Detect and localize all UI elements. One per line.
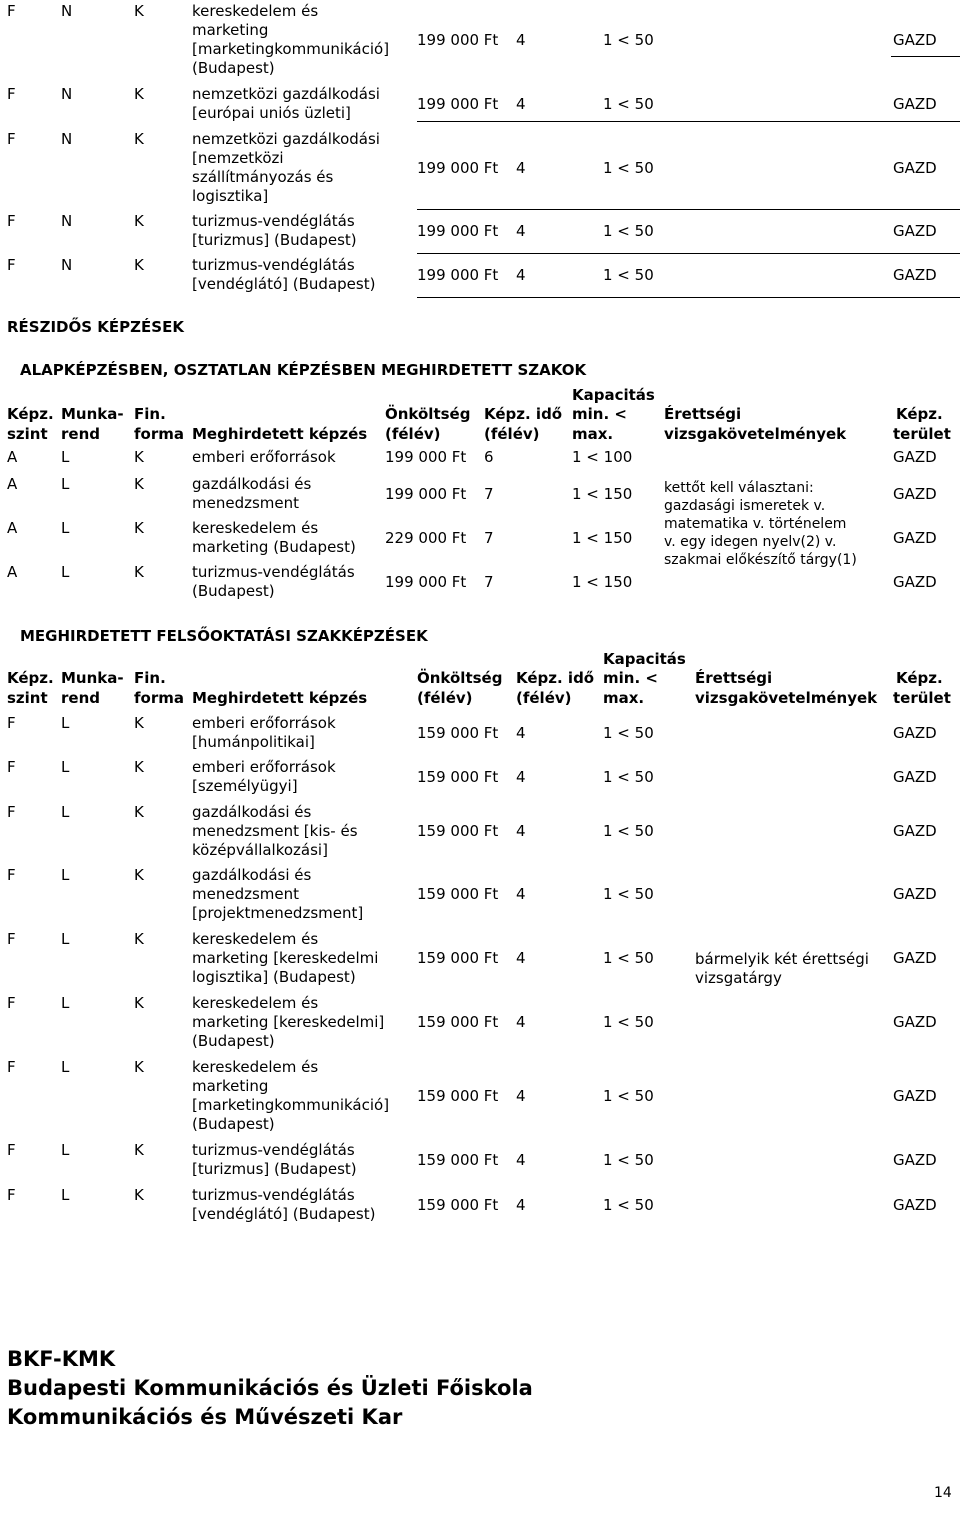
cell-kepzes-line: logisztika] (Budapest) [192,968,356,986]
cell-kepzes-line: menedzsment [192,494,300,512]
cell-onkoltseg: 159 000 Ft [417,1013,499,1031]
cell-kepzesi-terulet: GAZD [893,528,937,547]
cell-finforma: K [134,256,144,274]
cell-kepzes-line: középvállalkozási] [192,841,328,859]
cell-kepzesi-terulet: GAZD [893,265,937,284]
hdr-kapacitas: Kapacitás [572,386,655,404]
cell-szint: F [7,256,16,274]
hdr-forma: forma [134,689,184,707]
cell-munkarend: N [61,2,73,20]
hdr-min: min. < [572,405,627,423]
cell-onkoltseg: 199 000 Ft [385,572,467,591]
cell-munkarend: N [61,212,73,230]
hdr-meghirdetett: Meghirdetett képzés [192,425,368,443]
alap-title: ALAPKÉPZÉSBEN, OSZTATLAN KÉPZÉSBEN MEGHIRDETETT SZAKOK [20,361,587,379]
cell-kepzesi-ido: 4 [516,885,526,903]
cell-onkoltseg: 199 000 Ft [385,484,467,503]
cell-kepzes-line: emberi erőforrások [192,448,336,466]
cell-kepzes-line: nemzetközi gazdálkodási [192,130,380,148]
row-divider [891,56,960,57]
hdr-felev2: (félév) [484,425,540,443]
cell-finforma: K [134,448,144,466]
cell-kepzesi-terulet: GAZD [893,221,937,240]
cell-kepzes-line: (Budapest) [192,582,275,600]
cell-szint: A [7,448,18,466]
cell-onkoltseg: 229 000 Ft [385,528,467,547]
cell-szint: F [7,758,16,776]
cell-kepzes-line: kereskedelem és [192,930,319,948]
cell-szint: F [7,994,16,1012]
cell-munkarend: N [61,85,73,103]
page-number: 14 [934,1485,952,1501]
cell-kepzes-line: gazdálkodási és [192,803,312,821]
cell-kepzes-line: turizmus-vendéglátás [192,563,355,581]
footer-abbrev: BKF-KMK [7,1347,116,1371]
cell-kepzesi-terulet: GAZD [893,822,937,840]
cell-kepzes-line: [projektmenedzsment] [192,904,364,922]
hdr-rend: rend [61,689,100,707]
cell-onkoltseg: 159 000 Ft [417,885,499,903]
cell-finforma: K [134,130,144,148]
cell-kepzes-line: turizmus-vendéglátás [192,1141,355,1159]
cell-kepzes-line: [európai uniós üzleti] [192,104,351,122]
cell-finforma: K [134,1186,144,1204]
cell-kepzes-line: marketing [kereskedelmi] [192,1013,385,1031]
cell-kepzesi-ido: 4 [516,158,526,177]
cell-kepzesi-ido: 7 [484,484,494,503]
cell-kepzesi-ido: 6 [484,448,494,466]
cell-finforma: K [134,563,144,581]
cell-szint: F [7,714,16,732]
cell-kapacitas: 1 < 50 [603,1086,654,1105]
cell-onkoltseg: 199 000 Ft [417,94,499,113]
hdr-max: max. [572,425,614,443]
cell-kepzesi-ido: 4 [516,822,526,840]
cell-kepzesi-terulet: GAZD [893,885,937,903]
hdr-kepz: Képz. [7,669,54,687]
hdr-kepz: Képz. [7,405,54,423]
cell-munkarend: L [61,1141,70,1159]
cell-kapacitas: 1 < 50 [603,158,654,177]
cell-kepzes-line: [humánpolitikai] [192,733,315,751]
cell-kepzes-line: szállítmányozás és [192,168,334,186]
cell-onkoltseg: 159 000 Ft [417,1150,499,1169]
cell-kapacitas: 1 < 50 [603,885,654,903]
cell-kepzes-line: gazdálkodási és [192,866,312,884]
cell-szint: F [7,1141,16,1159]
cell-kepzes-line: turizmus-vendéglátás [192,256,355,274]
cell-kepzes-line: gazdálkodási és [192,475,312,493]
hdr-max: max. [603,689,645,707]
cell-kepzesi-ido: 4 [516,1150,526,1169]
cell-onkoltseg: 159 000 Ft [417,822,499,840]
cell-szint: A [7,563,18,581]
alap-erettsegi [664,479,857,569]
cell-kepzesi-ido: 4 [516,221,526,240]
cell-munkarend: L [61,448,70,466]
cell-kepzes-line: kereskedelem és [192,2,319,20]
cell-kepzesi-terulet: GAZD [893,1086,937,1105]
cell-kepzesi-ido: 4 [516,767,526,786]
cell-kapacitas: 1 < 50 [603,767,654,786]
cell-onkoltseg: 159 000 Ft [417,949,499,967]
cell-kepzes-line: marketing [kereskedelmi [192,949,379,967]
cell-kepzes-line: [vendéglátó] (Budapest) [192,275,376,293]
cell-munkarend: L [61,563,70,581]
cell-szint: F [7,803,16,821]
cell-finforma: K [134,866,144,884]
cell-munkarend: L [61,866,70,884]
hdr-vizsga: vizsgakövetelmények [695,689,878,707]
reszido-title: RÉSZIDŐS KÉPZÉSEK [7,318,184,336]
cell-kepzes-line: [személyügyi] [192,777,298,795]
cell-kapacitas: 1 < 50 [603,1195,654,1214]
cell-kapacitas: 1 < 150 [572,528,633,547]
cell-finforma: K [134,803,144,821]
cell-onkoltseg: 199 000 Ft [417,265,499,284]
cell-kepzes-line: turizmus-vendéglátás [192,1186,355,1204]
hdr-szint: szint [7,425,48,443]
cell-finforma: K [134,714,144,732]
hdr-erettsegi: Érettségi [695,669,773,687]
erettsegi-line: bármelyik két érettségi [695,950,869,968]
cell-kepzesi-ido: 4 [516,1086,526,1105]
cell-finforma: K [134,994,144,1012]
cell-kepzes-line: [turizmus] (Budapest) [192,1160,357,1178]
cell-finforma: K [134,1141,144,1159]
hdr-forma: forma [134,425,184,443]
cell-kepzes-line: [turizmus] (Budapest) [192,231,357,249]
cell-szint: F [7,212,16,230]
cell-onkoltseg: 159 000 Ft [417,1195,499,1214]
cell-munkarend: L [61,1058,70,1076]
cell-finforma: K [134,475,144,493]
cell-finforma: K [134,2,144,20]
hdr-onkoltseg: Önköltség [385,405,471,423]
hdr-fin: Fin. [134,405,166,423]
cell-onkoltseg: 159 000 Ft [417,1086,499,1105]
cell-finforma: K [134,519,144,537]
cell-onkoltseg: 159 000 Ft [417,723,499,742]
cell-szint: A [7,519,18,537]
cell-kapacitas: 1 < 150 [572,572,633,591]
cell-kapacitas: 1 < 50 [603,94,654,113]
cell-kepzes-line: [nemzetközi [192,149,284,167]
cell-kapacitas: 1 < 50 [603,1150,654,1169]
cell-kepzes-line: marketing [192,21,269,39]
erettsegi-line: szakmai előkészítő tárgy(1) [664,552,857,568]
cell-szint: F [7,866,16,884]
cell-kapacitas: 1 < 50 [603,723,654,742]
cell-kepzesi-terulet: GAZD [893,949,937,967]
cell-munkarend: L [61,994,70,1012]
erettsegi-line: vizsgatárgy [695,969,782,987]
hdr-felev: (félév) [385,425,441,443]
cell-finforma: K [134,930,144,948]
cell-szint: F [7,930,16,948]
cell-finforma: K [134,212,144,230]
cell-kepzesi-terulet: GAZD [893,572,937,591]
cell-kepzesi-terulet: GAZD [893,158,937,177]
hdr-terulet-kepz: Képz. [896,669,943,687]
cell-kepzes-line: marketing (Budapest) [192,538,356,556]
cell-munkarend: N [61,256,73,274]
cell-finforma: K [134,85,144,103]
cell-szint: F [7,1186,16,1204]
hdr-kapacitas: Kapacitás [603,650,686,668]
row-divider [417,209,960,210]
cell-onkoltseg: 199 000 Ft [417,221,499,240]
hdr-terulet: terület [893,689,951,707]
hdr-rend: rend [61,425,100,443]
hdr-terulet-kepz: Képz. [896,405,943,423]
cell-szint: A [7,475,18,493]
cell-munkarend: L [61,930,70,948]
cell-kepzes-line: kereskedelem és [192,994,319,1012]
footer-institution: Budapesti Kommunikációs és Üzleti Főiskola [7,1376,533,1400]
erettsegi-line: v. egy idegen nyelv(2) v. [664,534,837,550]
cell-kepzesi-terulet: GAZD [893,1013,937,1031]
cell-finforma: K [134,758,144,776]
hdr-meghirdetett: Meghirdetett képzés [192,689,368,707]
erettsegi-line: matematika v. történelem [664,516,847,532]
cell-szint: F [7,130,16,148]
hdr-kepzido: Képz. idő [484,405,563,423]
hdr-erettsegi: Érettségi [664,405,742,423]
cell-kepzes-line: kereskedelem és [192,519,319,537]
cell-kepzesi-ido: 4 [516,1195,526,1214]
cell-kepzes-line: kereskedelem és [192,1058,319,1076]
cell-onkoltseg: 199 000 Ft [385,448,467,466]
cell-kepzesi-terulet: GAZD [893,1150,937,1169]
cell-kepzes-line: emberi erőforrások [192,758,336,776]
erettsegi-line: gazdasági ismeretek v. [664,498,826,514]
cell-kapacitas: 1 < 50 [603,949,654,967]
hdr-onkoltseg: Önköltség [417,669,503,687]
cell-szint: F [7,2,16,20]
cell-kapacitas: 1 < 100 [572,448,633,466]
cell-kepzesi-ido: 4 [516,949,526,967]
cell-szint: F [7,1058,16,1076]
cell-munkarend: N [61,130,73,148]
cell-kepzesi-terulet: GAZD [893,30,937,49]
cell-kepzes-line: marketing [192,1077,269,1095]
cell-kapacitas: 1 < 50 [603,1013,654,1031]
felso-erettsegi [695,950,869,988]
cell-onkoltseg: 199 000 Ft [417,158,499,177]
cell-onkoltseg: 159 000 Ft [417,767,499,786]
cell-kepzes-line: menedzsment [192,885,300,903]
cell-kepzes-line: [marketingkommunikáció] [192,40,390,58]
cell-munkarend: L [61,714,70,732]
cell-kepzesi-ido: 4 [516,265,526,284]
cell-kepzes-line: nemzetközi gazdálkodási [192,85,380,103]
cell-szint: F [7,85,16,103]
cell-kepzesi-ido: 4 [516,30,526,49]
cell-kepzes-line: [marketingkommunikáció] [192,1096,390,1114]
cell-munkarend: L [61,519,70,537]
cell-kepzes-line: (Budapest) [192,59,275,77]
hdr-felev2: (félév) [516,689,572,707]
cell-kepzes-line: logisztika] [192,187,269,205]
cell-kepzesi-terulet: GAZD [893,723,937,742]
cell-kepzesi-ido: 4 [516,723,526,742]
hdr-kepzido: Képz. idő [516,669,595,687]
cell-kapacitas: 1 < 50 [603,221,654,240]
footer-faculty: Kommunikációs és Művészeti Kar [7,1405,403,1429]
cell-kapacitas: 1 < 150 [572,484,633,503]
cell-kepzes-line: (Budapest) [192,1115,275,1133]
hdr-felev: (félév) [417,689,473,707]
cell-kepzesi-ido: 7 [484,572,494,591]
cell-kepzesi-terulet: GAZD [893,94,937,113]
felso-title: MEGHIRDETETT FELSŐOKTATÁSI SZAKKÉPZÉSEK [20,627,428,645]
row-divider [417,253,960,254]
cell-munkarend: L [61,758,70,776]
cell-kapacitas: 1 < 50 [603,30,654,49]
cell-munkarend: L [61,475,70,493]
cell-kapacitas: 1 < 50 [603,822,654,840]
row-divider [417,297,960,298]
cell-kepzesi-terulet: GAZD [893,448,937,466]
hdr-fin: Fin. [134,669,166,687]
hdr-terulet: terület [893,425,951,443]
cell-kepzes-line: (Budapest) [192,1032,275,1050]
erettsegi-line: kettőt kell választani: [664,480,814,496]
cell-munkarend: L [61,1186,70,1204]
hdr-munka: Munka- [61,405,124,423]
cell-kepzesi-terulet: GAZD [893,767,937,786]
cell-onkoltseg: 199 000 Ft [417,30,499,49]
cell-kepzesi-terulet: GAZD [893,484,937,503]
cell-kepzesi-terulet: GAZD [893,1195,937,1214]
row-divider [417,121,960,122]
cell-kepzesi-ido: 4 [516,94,526,113]
cell-kepzes-line: [vendéglátó] (Budapest) [192,1205,376,1223]
cell-kepzesi-ido: 4 [516,1013,526,1031]
cell-finforma: K [134,1058,144,1076]
cell-kepzes-line: turizmus-vendéglátás [192,212,355,230]
hdr-szint: szint [7,689,48,707]
hdr-munka: Munka- [61,669,124,687]
cell-kapacitas: 1 < 50 [603,265,654,284]
hdr-min: min. < [603,669,658,687]
cell-kepzes-line: emberi erőforrások [192,714,336,732]
hdr-vizsga: vizsgakövetelmények [664,425,847,443]
cell-munkarend: L [61,803,70,821]
cell-kepzes-line: menedzsment [kis- és [192,822,358,840]
cell-kepzesi-ido: 7 [484,528,494,547]
